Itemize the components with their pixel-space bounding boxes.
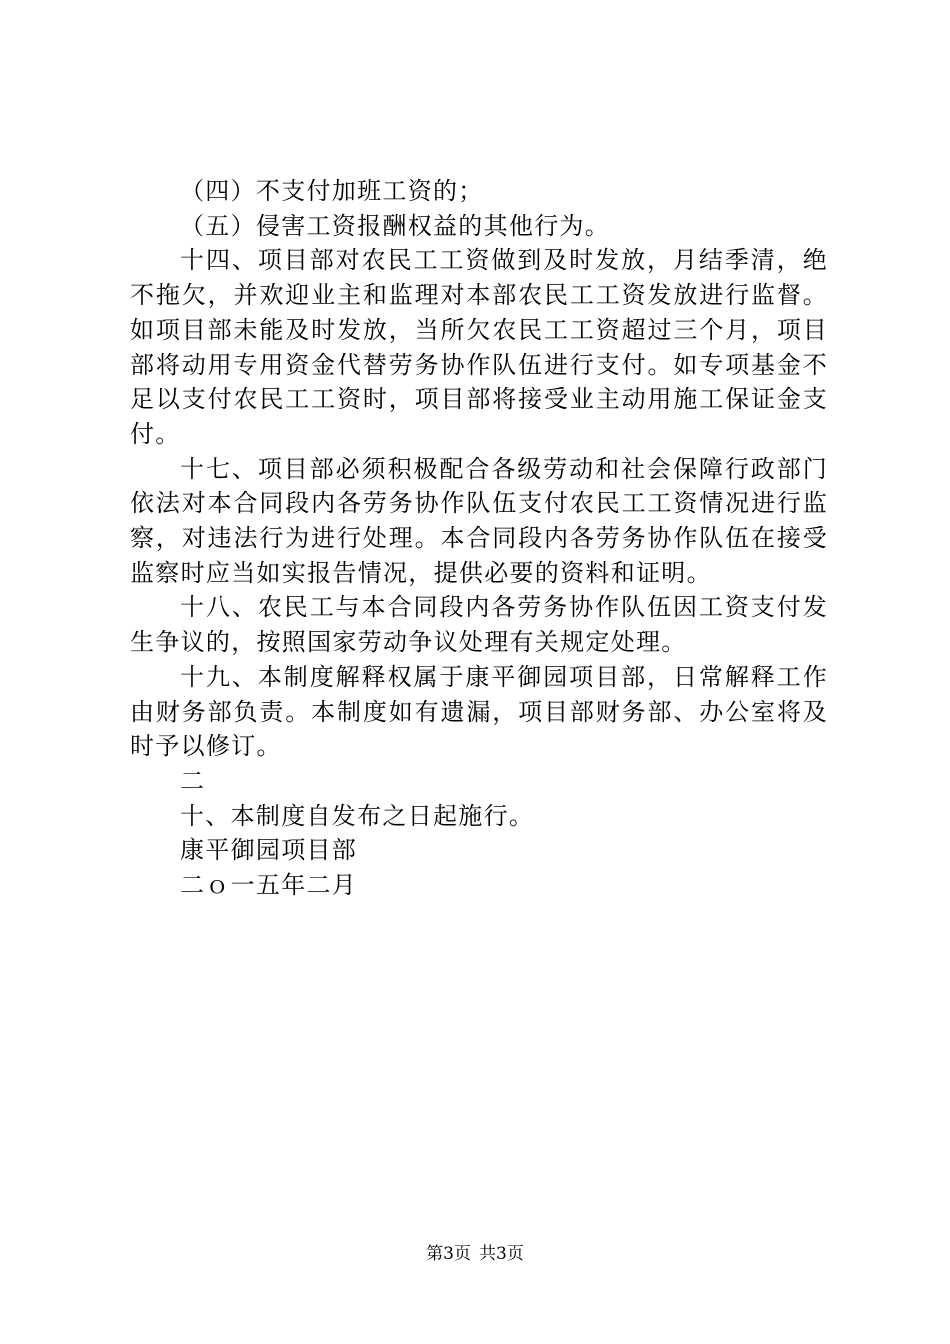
page-number: 第3页 [426, 1244, 471, 1264]
signature-organization: 康平御园项目部 [180, 836, 358, 865]
signature-date: 二ｏ一五年二月 [180, 871, 358, 900]
document-body [130, 174, 828, 903]
paragraph-article-18: 十八、农民工与本合同段内各劳务协作队伍因工资支付发生争议的，按照国家劳动争议处理有关规定处理。 [130, 593, 828, 657]
page-footer [0, 1242, 950, 1266]
paragraph-article-14: 十四、项目部对农民工工资做到及时发放，月结季清，绝不拖欠，并欢迎业主和监理对本部农民工工资发放进行监督。如项目部未能及时发放，当所欠农民工工资超过三个月，项目部将动用专用资金代替劳务协作队伍进行支付。如专项基金不足以支付农民工工资时，项目部将接受业主动用施工保证金支付。 [130, 246, 828, 448]
paragraph-fragment: 二 [180, 766, 206, 795]
paragraph-item-5: （五）侵害工资报酬权益的其他行为。 [180, 211, 611, 240]
paragraph-item-4: （四）不支付加班工资的； [180, 177, 484, 205]
paragraph-article-20: 十、本制度自发布之日起施行。 [180, 801, 535, 830]
paragraph-article-19: 十九、本制度解释权属于康平御园项目部，日常解释工作由财务部负责。本制度如有遗漏，项目部财务部、办公室将及时予以修订。 [130, 662, 828, 761]
paragraph-article-17: 十七、项目部必须积极配合各级劳动和社会保障行政部门依法对本合同段内各劳务协作队伍支付农民工工资情况进行监察，对违法行为进行处理。本合同段内各劳务协作队伍在接受监察时应当如实报告情况，提供必要的资料和证明。 [130, 454, 828, 587]
page-total: 共3页 [479, 1244, 524, 1264]
